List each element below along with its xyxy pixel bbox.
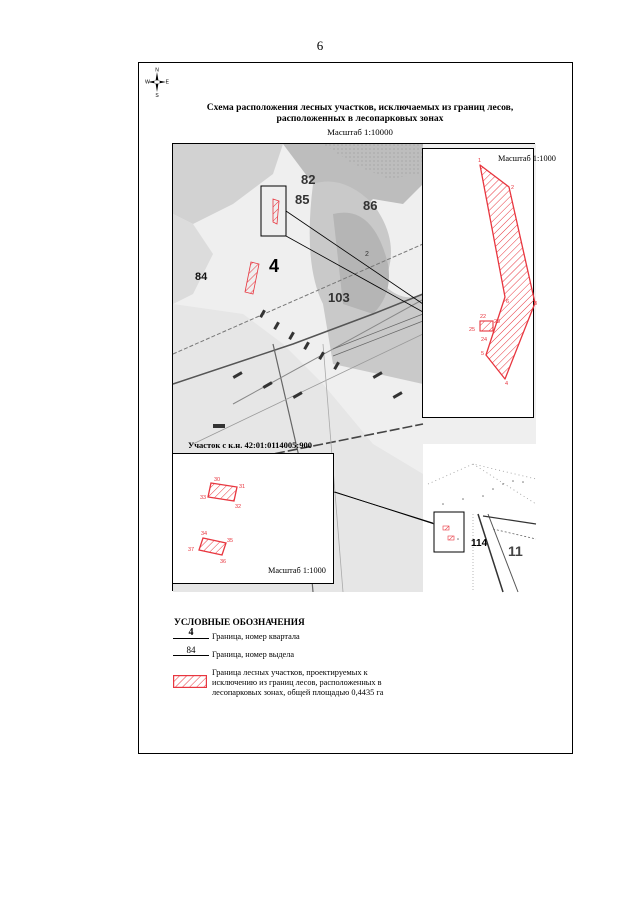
point-31: 31 xyxy=(239,484,246,490)
point-36: 36 xyxy=(220,559,227,565)
label-point-2: 2 xyxy=(365,251,369,258)
compass-south: S xyxy=(155,93,159,99)
compass-east: E xyxy=(165,79,169,86)
legend-item-parcel: Граница лесных участков, проектируемых к исключению из границ лесов, расположенных в лесопарковых зонах, общей площадью 0,4435 га xyxy=(212,668,384,697)
main-scale: Масштаб 1:10000 xyxy=(327,127,393,137)
title-line-1: Схема расположения лесных участков, исключаемых из границ лесов, xyxy=(206,102,514,113)
map-title xyxy=(160,102,560,124)
parcel-caption: Участок с к.н. 42:01:0114005:900 xyxy=(188,440,312,450)
point-5: 5 xyxy=(481,351,485,357)
inset-top-drawing xyxy=(423,149,535,419)
compass-rose-icon xyxy=(145,67,169,97)
point-2: 2 xyxy=(511,185,515,191)
label-85: 85 xyxy=(295,192,310,207)
label-quarter-4: 4 xyxy=(269,256,280,276)
point-33: 33 xyxy=(200,495,207,501)
inset-top xyxy=(422,148,537,418)
point-35: 35 xyxy=(227,538,234,544)
label-86: 86 xyxy=(363,198,378,213)
point-37: 37 xyxy=(188,547,195,553)
point-32: 32 xyxy=(235,504,242,510)
label-11: 11 xyxy=(508,543,523,559)
point-34: 34 xyxy=(201,531,208,537)
point-30: 30 xyxy=(214,477,221,483)
compass-north: N xyxy=(155,67,159,74)
legend-symbol-subdivision-number: 84 xyxy=(186,645,196,655)
point-24: 24 xyxy=(481,337,488,343)
point-1: 1 xyxy=(478,158,482,164)
point-25: 25 xyxy=(469,327,476,333)
label-103: 103 xyxy=(328,290,350,305)
label-114: 114 xyxy=(471,538,488,549)
legend-title: УСЛОВНЫЕ ОБОЗНАЧЕНИЯ xyxy=(174,618,305,628)
compass-west: W xyxy=(145,79,150,86)
inset-top-scale: Масштаб 1:1000 xyxy=(498,154,556,163)
inset-bottom-scale: Масштаб 1:1000 xyxy=(268,566,326,575)
label-82: 82 xyxy=(301,172,316,187)
legend-symbol-parcel xyxy=(173,675,207,688)
point-3: 3 xyxy=(533,301,537,307)
point-6: 6 xyxy=(506,299,510,305)
point-23: 23 xyxy=(494,319,501,325)
point-22: 22 xyxy=(480,314,487,320)
legend-symbol-subdivision xyxy=(173,645,209,659)
legend-symbol-quarter xyxy=(173,627,209,641)
label-84: 84 xyxy=(195,271,208,283)
point-4: 4 xyxy=(505,381,509,387)
page-number: 6 xyxy=(316,38,324,53)
legend-symbol-quarter-number: 4 xyxy=(188,627,194,638)
inset-bottom xyxy=(172,453,334,584)
legend-item-subdivision: Граница, номер выдела xyxy=(212,650,295,659)
legend-item-quarter: Граница, номер квартала xyxy=(212,632,300,641)
title-line-2: расположенных в лесопарковых зонах xyxy=(276,113,444,124)
